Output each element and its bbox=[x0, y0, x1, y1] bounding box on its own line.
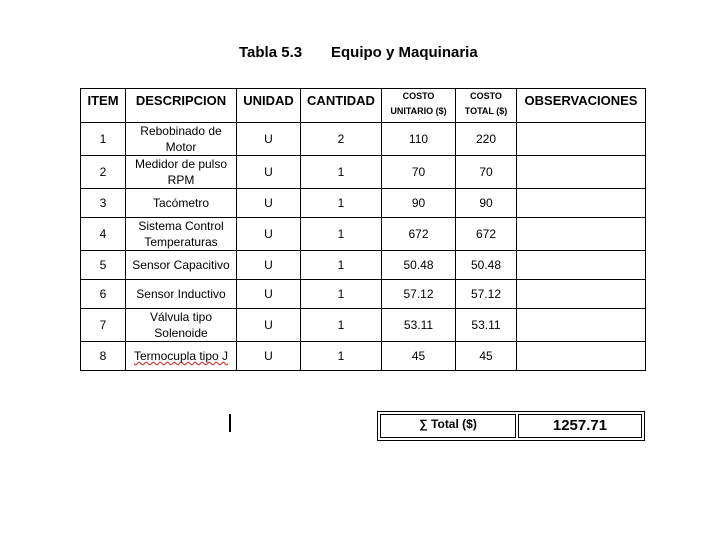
header-observaciones: OBSERVACIONES bbox=[517, 89, 646, 123]
cell-item: 3 bbox=[81, 189, 126, 218]
header-costo-total-line2: TOTAL ($) bbox=[464, 106, 508, 116]
equipment-table bbox=[80, 88, 646, 371]
header-costo-unitario-line2: UNITARIO ($) bbox=[390, 106, 447, 116]
cell-descripcion bbox=[126, 123, 237, 156]
cell-costo-unitario: 50.48 bbox=[382, 251, 456, 280]
cell-cantidad: 1 bbox=[301, 189, 382, 218]
header-costo-total-line1: COSTO bbox=[470, 91, 502, 101]
cell-item: 1 bbox=[81, 123, 126, 156]
cell-costo-unitario: 70 bbox=[382, 156, 456, 189]
cell-costo-total: 53.11 bbox=[456, 309, 517, 342]
cell-item: 8 bbox=[81, 342, 126, 371]
cell-cantidad: 2 bbox=[301, 123, 382, 156]
cell-costo-unitario: 90 bbox=[382, 189, 456, 218]
cell-cantidad: 1 bbox=[301, 280, 382, 309]
table-row bbox=[81, 123, 646, 156]
cell-cantidad: 1 bbox=[301, 218, 382, 251]
header-item: ITEM bbox=[81, 89, 126, 123]
cell-descripcion-line1: Sistema Control bbox=[138, 219, 224, 233]
table-title: Equipo y Maquinaria bbox=[331, 44, 478, 61]
cell-costo-unitario: 45 bbox=[382, 342, 456, 371]
cell-descripcion-line2: Solenoide bbox=[154, 326, 208, 340]
table-row bbox=[81, 309, 646, 342]
cell-observaciones bbox=[517, 218, 646, 251]
cell-descripcion-line1: Válvula tipo bbox=[149, 310, 213, 324]
cell-descripcion-line1: Medidor de pulso bbox=[134, 157, 228, 171]
cell-descripcion-line2: RPM bbox=[167, 173, 195, 187]
header-costo-unitario bbox=[382, 89, 456, 123]
cell-item: 7 bbox=[81, 309, 126, 342]
text-cursor bbox=[229, 414, 231, 432]
cell-observaciones bbox=[517, 280, 646, 309]
table-row bbox=[81, 280, 646, 309]
cell-unidad: U bbox=[237, 123, 301, 156]
cell-costo-total: 50.48 bbox=[456, 251, 517, 280]
cell-unidad: U bbox=[237, 218, 301, 251]
cell-cantidad: 1 bbox=[301, 251, 382, 280]
cell-descripcion: Sensor Capacitivo bbox=[126, 251, 237, 280]
cell-unidad: U bbox=[237, 156, 301, 189]
cell-observaciones bbox=[517, 189, 646, 218]
table-row bbox=[81, 156, 646, 189]
cell-costo-total: 45 bbox=[456, 342, 517, 371]
cell-unidad: U bbox=[237, 309, 301, 342]
cell-unidad: U bbox=[237, 189, 301, 218]
cell-item: 2 bbox=[81, 156, 126, 189]
header-descripcion: DESCRIPCION bbox=[126, 89, 237, 123]
cell-descripcion-line2: Temperaturas bbox=[144, 235, 218, 249]
cell-cantidad: 1 bbox=[301, 309, 382, 342]
cell-observaciones bbox=[517, 309, 646, 342]
header-costo-total bbox=[456, 89, 517, 123]
cell-cantidad: 1 bbox=[301, 342, 382, 371]
cell-costo-total: 70 bbox=[456, 156, 517, 189]
cell-descripcion: Tacómetro bbox=[126, 189, 237, 218]
cell-costo-total: 220 bbox=[456, 123, 517, 156]
cell-unidad: U bbox=[237, 342, 301, 371]
cell-costo-total: 57.12 bbox=[456, 280, 517, 309]
cell-descripcion-line1: Rebobinado de bbox=[140, 124, 222, 138]
cell-item: 5 bbox=[81, 251, 126, 280]
table-row bbox=[81, 218, 646, 251]
total-value: 1257.71 bbox=[518, 414, 642, 438]
table-row bbox=[81, 342, 646, 371]
cell-descripcion bbox=[126, 156, 237, 189]
cell-cantidad: 1 bbox=[301, 156, 382, 189]
cell-observaciones bbox=[517, 342, 646, 371]
cell-descripcion: Sensor Inductivo bbox=[126, 280, 237, 309]
table-row bbox=[81, 189, 646, 218]
cell-item: 4 bbox=[81, 218, 126, 251]
cell-costo-unitario: 110 bbox=[382, 123, 456, 156]
total-box bbox=[377, 411, 645, 441]
cell-observaciones bbox=[517, 123, 646, 156]
cell-costo-unitario: 53.11 bbox=[382, 309, 456, 342]
header-unidad: UNIDAD bbox=[237, 89, 301, 123]
cell-costo-unitario: 57.12 bbox=[382, 280, 456, 309]
cell-costo-total: 672 bbox=[456, 218, 517, 251]
cell-observaciones bbox=[517, 251, 646, 280]
cell-descripcion: Termocupla tipo J bbox=[126, 342, 237, 371]
header-costo-unitario-line1: COSTO bbox=[402, 91, 435, 101]
cell-costo-total: 90 bbox=[456, 189, 517, 218]
table-row bbox=[81, 251, 646, 280]
total-label: ∑ Total ($) bbox=[380, 414, 516, 438]
table-number: Tabla 5.3 bbox=[239, 44, 303, 61]
cell-unidad: U bbox=[237, 251, 301, 280]
cell-descripcion-line2: Motor bbox=[165, 140, 197, 154]
table-header-row bbox=[81, 89, 646, 123]
header-cantidad: CANTIDAD bbox=[301, 89, 382, 123]
cell-unidad: U bbox=[237, 280, 301, 309]
cell-costo-unitario: 672 bbox=[382, 218, 456, 251]
cell-descripcion bbox=[126, 309, 237, 342]
cell-item: 6 bbox=[81, 280, 126, 309]
cell-descripcion bbox=[126, 218, 237, 251]
cell-observaciones bbox=[517, 156, 646, 189]
